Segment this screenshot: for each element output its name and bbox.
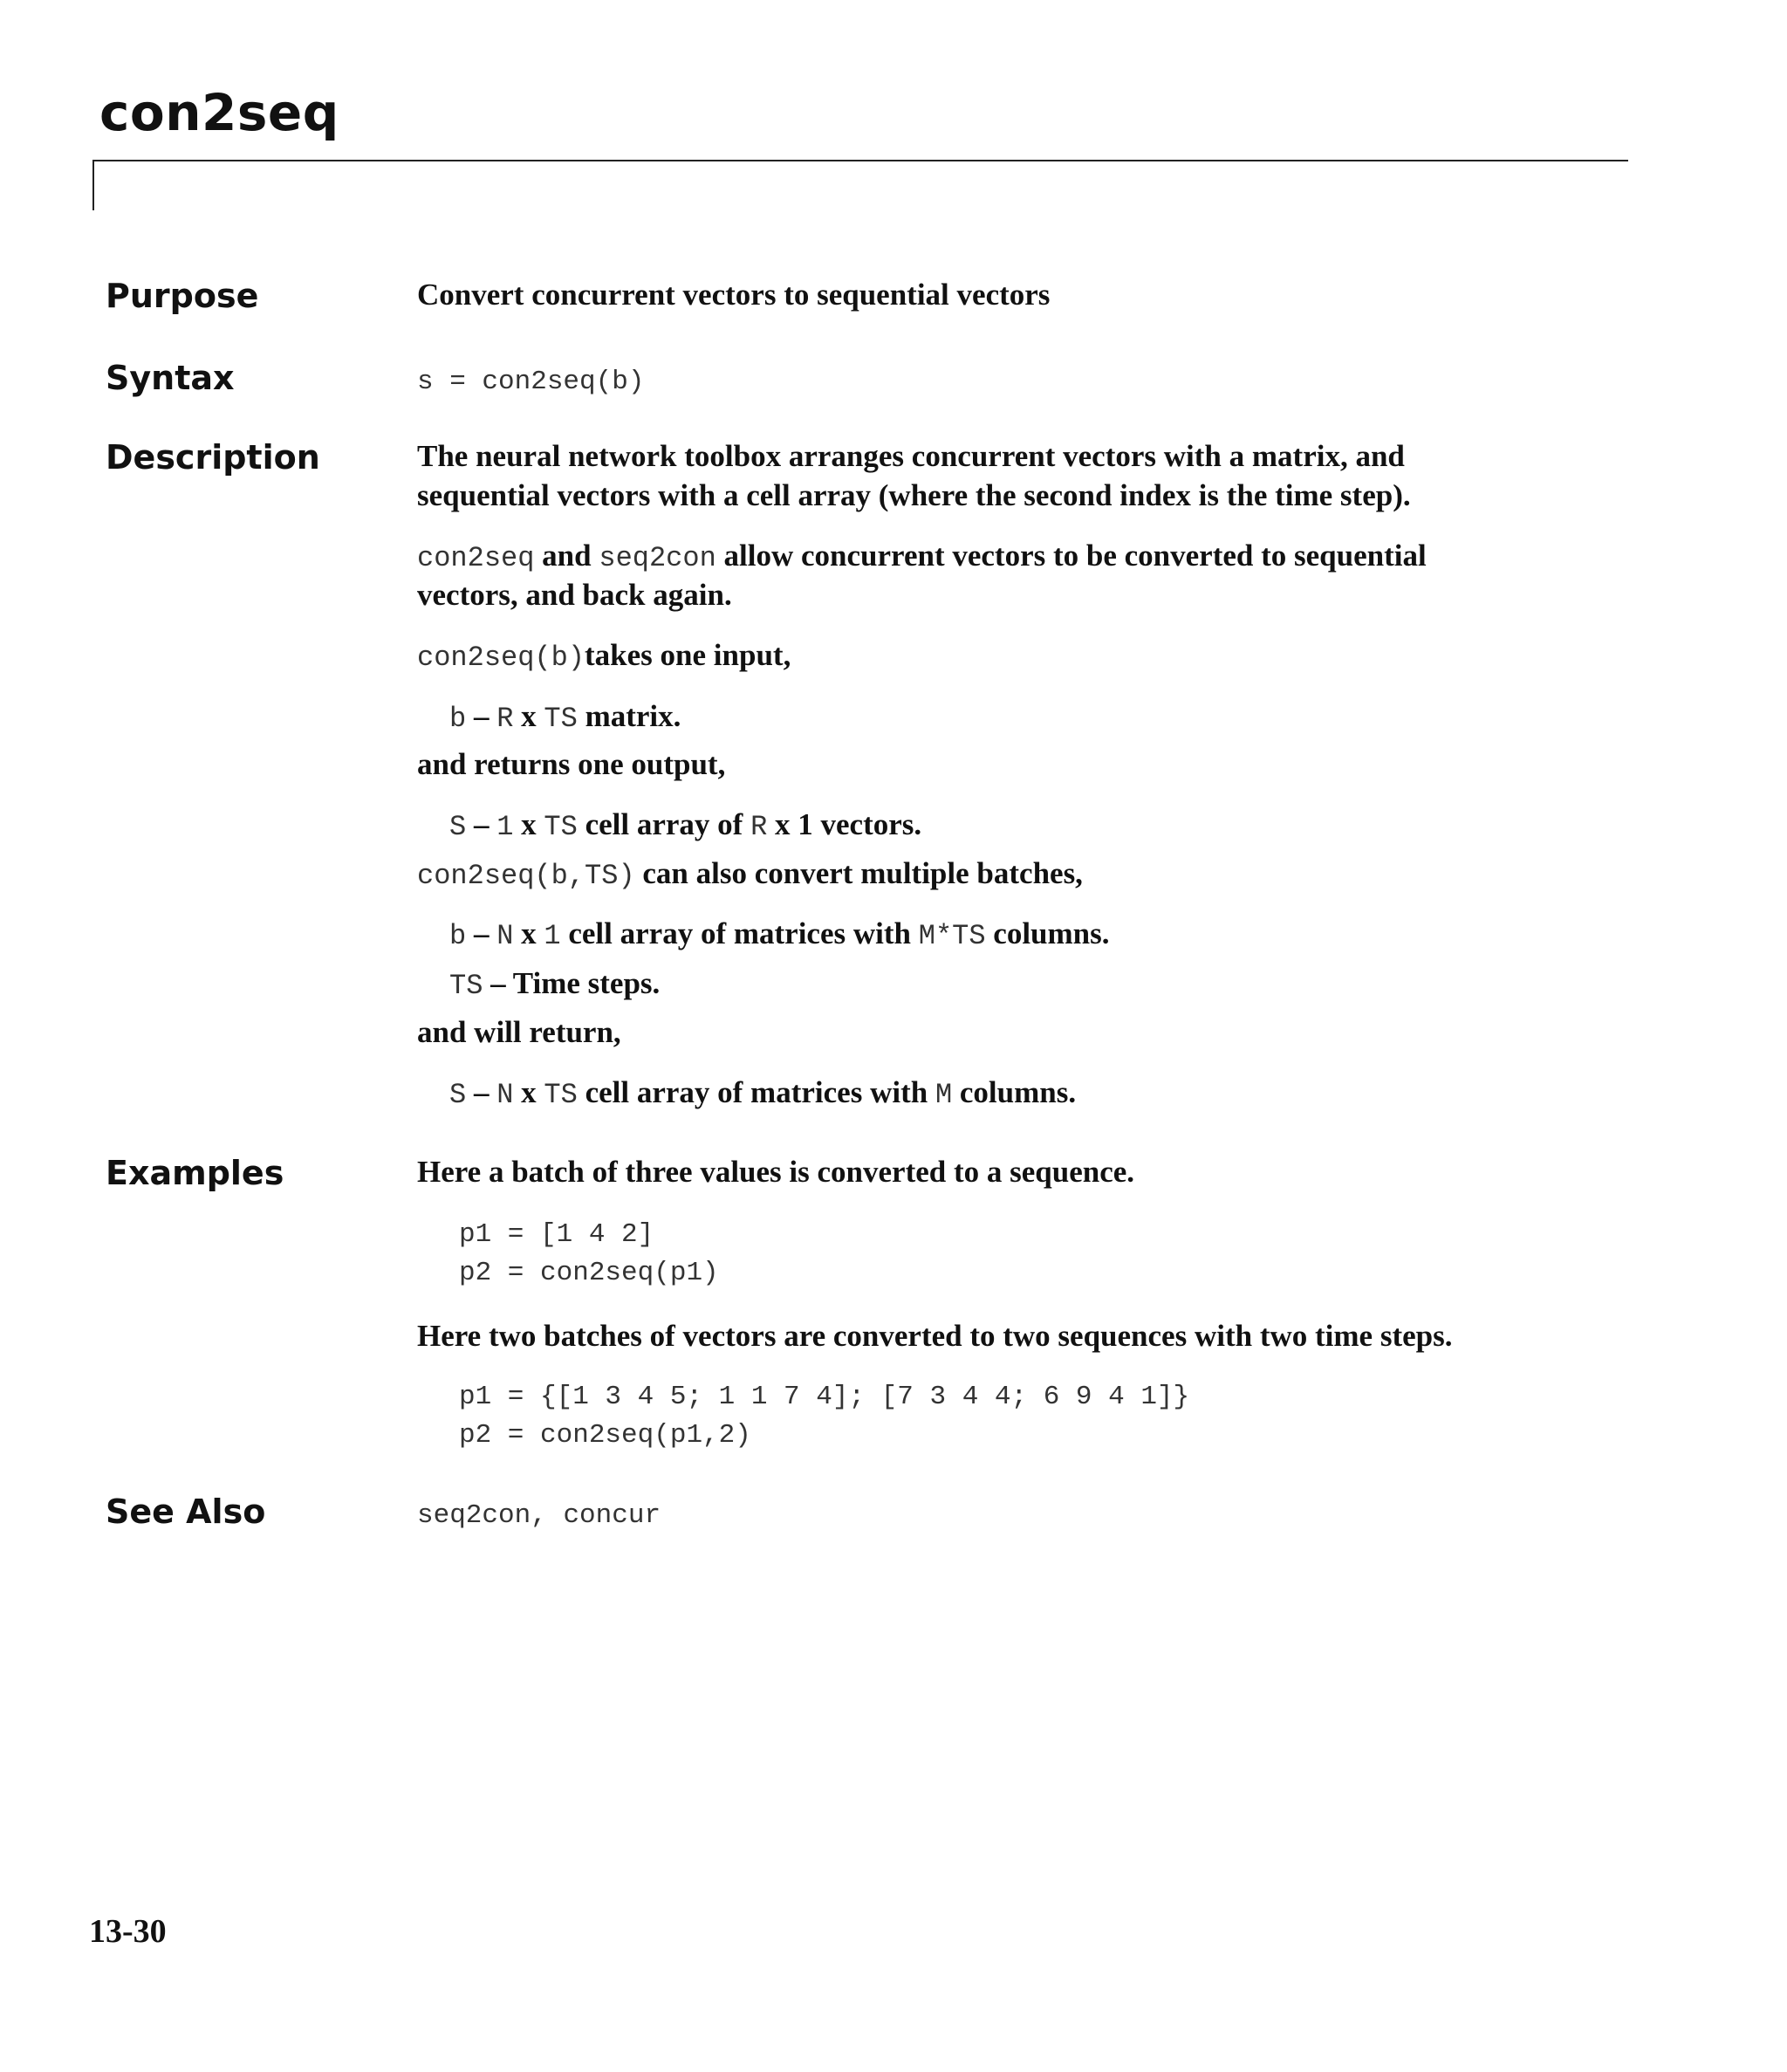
- see-also-label: See Also: [106, 1492, 266, 1531]
- description-returns-one: and returns one output,: [417, 747, 726, 781]
- description-para4: con2seq(b,TS) can also convert multiple batches,: [417, 856, 1083, 892]
- example2-code-line1: p1 = {[1 3 4 5; 1 1 7 4]; [7 3 4 4; 6 9 4 1]}: [459, 1382, 1190, 1412]
- example1-code-line1: p1 = [1 4 2]: [459, 1219, 654, 1250]
- example1-code-line2: p2 = con2seq(p1): [459, 1258, 719, 1288]
- description-para1-line1: The neural network toolbox arranges concurrent vectors with a matrix, and: [417, 439, 1405, 473]
- syntax-code: s = con2seq(b): [417, 367, 645, 397]
- see-also-links: seq2con, concur: [417, 1500, 661, 1531]
- description-para3: con2seq(b)takes one input,: [417, 638, 791, 674]
- input-b-def: b – R x TS matrix.: [449, 699, 681, 735]
- page-number: 13-30: [89, 1913, 167, 1950]
- purpose-label: Purpose: [106, 277, 259, 315]
- output-s-def: S – 1 x TS cell array of R x 1 vectors.: [449, 807, 922, 843]
- examples-intro1: Here a batch of three values is converted to a sequence.: [417, 1155, 1135, 1189]
- description-will-return: and will return,: [417, 1015, 621, 1049]
- description-para2-line1: con2seq and seq2con allow concurrent vectors to be converted to sequential: [417, 539, 1427, 574]
- example2-code-line2: p2 = con2seq(p1,2): [459, 1420, 751, 1451]
- fn-con2seq: con2seq: [417, 542, 535, 574]
- syntax-label: Syntax: [106, 359, 235, 397]
- ts-def: TS – Time steps.: [449, 966, 661, 1002]
- header-rule: [92, 160, 1628, 161]
- ret-s-def: S – N x TS cell array of matrices with M columns.: [449, 1075, 1077, 1111]
- page-title: con2seq: [99, 83, 339, 142]
- description-label: Description: [106, 438, 320, 477]
- examples-label: Examples: [106, 1154, 284, 1192]
- description-para2-line2: vectors, and back again.: [417, 578, 732, 612]
- fn-seq2con: seq2con: [599, 542, 716, 574]
- description-para1-line2: sequential vectors with a cell array (where the second index is the time step).: [417, 478, 1411, 512]
- multi-b-def: b – N x 1 cell array of matrices with M*TS columns.: [449, 916, 1110, 952]
- see-also-link-concur[interactable]: concur: [563, 1500, 661, 1531]
- purpose-text: Convert concurrent vectors to sequential vectors: [417, 278, 1051, 312]
- header-rule-tick: [92, 160, 94, 210]
- examples-intro2: Here two batches of vectors are converted to two sequences with two time steps.: [417, 1319, 1453, 1353]
- see-also-link-seq2con[interactable]: seq2con: [417, 1500, 531, 1531]
